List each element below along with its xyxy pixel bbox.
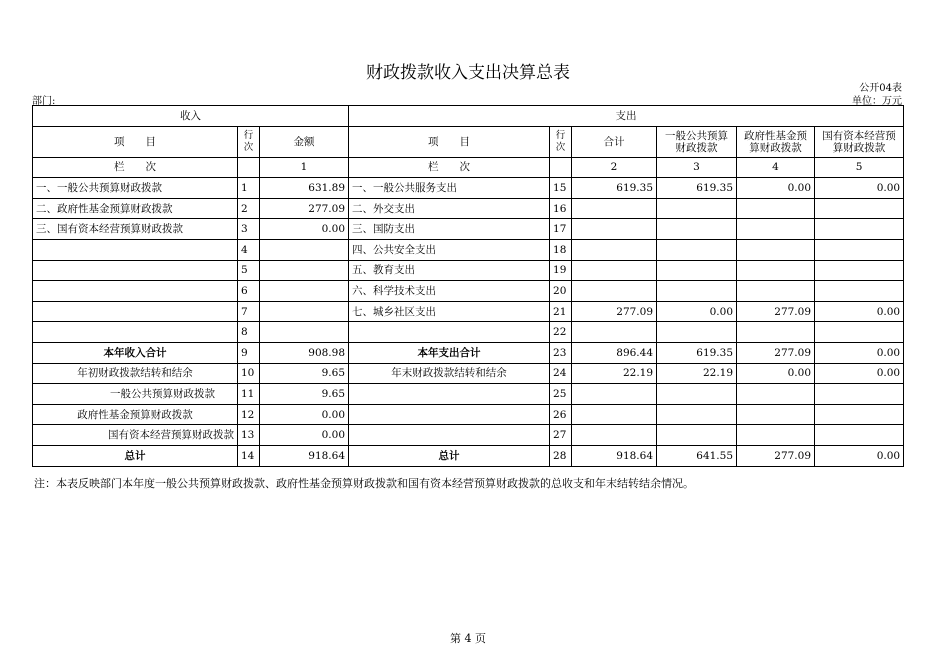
income-row-no-cell: 6 — [238, 281, 260, 302]
gov-fund-cell — [737, 260, 815, 281]
state-capital-cell: 0.00 — [815, 178, 904, 199]
header-row-2 — [33, 126, 904, 157]
expense-row-no-cell: 16 — [550, 198, 572, 219]
state-capital-header: 国有资本经营预算财政拨款 — [815, 126, 904, 157]
general-budget-cell: 22.19 — [657, 363, 737, 384]
general-budget-cell — [657, 239, 737, 260]
total-cell — [572, 425, 657, 446]
total-cell — [572, 404, 657, 425]
table-row — [33, 342, 904, 363]
income-amount-cell: 9.65 — [260, 363, 349, 384]
table-row — [33, 239, 904, 260]
table-row — [33, 260, 904, 281]
income-amount-cell: 918.64 — [260, 445, 349, 466]
expense-item-cell — [349, 322, 550, 343]
income-item-cell: 三、国有资本经营预算财政拨款 — [33, 219, 238, 240]
income-row-no-cell: 11 — [238, 384, 260, 405]
gov-fund-cell: 0.00 — [737, 178, 815, 199]
column-number-1: 1 — [260, 157, 349, 178]
table-row — [33, 425, 904, 446]
state-capital-cell — [815, 384, 904, 405]
unit-label: 单位：万元 — [852, 96, 902, 107]
expense-row-no-cell: 27 — [550, 425, 572, 446]
summary-table — [32, 105, 904, 467]
income-amount-cell — [260, 281, 349, 302]
income-amount-cell: 9.65 — [260, 384, 349, 405]
table-row — [33, 219, 904, 240]
income-row-no-cell: 7 — [238, 301, 260, 322]
table-row — [33, 384, 904, 405]
total-cell — [572, 322, 657, 343]
expense-item-cell: 一、一般公共服务支出 — [349, 178, 550, 199]
gov-fund-cell — [737, 239, 815, 260]
expense-column-blank — [550, 157, 572, 178]
income-item-cell: 本年收入合计 — [33, 342, 238, 363]
gov-fund-cell — [737, 281, 815, 302]
expense-row-no-cell: 28 — [550, 445, 572, 466]
income-amount-cell: 0.00 — [260, 404, 349, 425]
income-amount-cell: 631.89 — [260, 178, 349, 199]
expense-item-cell: 总计 — [349, 445, 550, 466]
expense-row-no-cell: 15 — [550, 178, 572, 199]
income-item-cell: 一般公共预算财政拨款 — [33, 384, 238, 405]
income-item-cell — [33, 260, 238, 281]
income-column-label: 栏 次 — [33, 157, 238, 178]
expense-item-cell — [349, 425, 550, 446]
total-cell — [572, 239, 657, 260]
gov-fund-cell — [737, 425, 815, 446]
state-capital-cell: 0.00 — [815, 342, 904, 363]
income-item-cell: 总计 — [33, 445, 238, 466]
gov-fund-cell: 277.09 — [737, 342, 815, 363]
column-number-4: 4 — [737, 157, 815, 178]
income-amount-cell: 0.00 — [260, 219, 349, 240]
state-capital-cell: 0.00 — [815, 363, 904, 384]
state-capital-cell: 0.00 — [815, 445, 904, 466]
column-number-2: 2 — [572, 157, 657, 178]
expense-column-label: 栏 次 — [349, 157, 550, 178]
state-capital-cell: 0.00 — [815, 301, 904, 322]
expense-item-cell: 二、外交支出 — [349, 198, 550, 219]
table-row — [33, 301, 904, 322]
general-budget-cell: 619.35 — [657, 178, 737, 199]
income-item-cell: 年初财政拨款结转和结余 — [33, 363, 238, 384]
header-row-1 — [33, 106, 904, 127]
state-capital-cell — [815, 219, 904, 240]
total-cell — [572, 260, 657, 281]
income-item-cell — [33, 322, 238, 343]
expense-row-no-cell: 23 — [550, 342, 572, 363]
income-row-no-cell: 14 — [238, 445, 260, 466]
gov-fund-cell — [737, 404, 815, 425]
page-number: 第 4 页 — [450, 632, 486, 645]
expense-row-no-cell: 26 — [550, 404, 572, 425]
income-amount-cell — [260, 322, 349, 343]
general-budget-cell — [657, 322, 737, 343]
expense-item-cell: 五、教育支出 — [349, 260, 550, 281]
general-budget-header: 一般公共预算财政拨款 — [657, 126, 737, 157]
expense-item-cell: 六、科学技术支出 — [349, 281, 550, 302]
table-row — [33, 404, 904, 425]
expense-row-no-cell: 24 — [550, 363, 572, 384]
gov-fund-cell: 277.09 — [737, 445, 815, 466]
department-label: 部门: — [32, 96, 56, 107]
expense-item-cell — [349, 404, 550, 425]
gov-fund-cell: 0.00 — [737, 363, 815, 384]
total-cell: 22.19 — [572, 363, 657, 384]
income-row-no-cell: 5 — [238, 260, 260, 281]
expense-item-cell — [349, 384, 550, 405]
state-capital-cell — [815, 239, 904, 260]
total-cell: 918.64 — [572, 445, 657, 466]
table-row — [33, 322, 904, 343]
income-row-no-cell: 8 — [238, 322, 260, 343]
total-cell — [572, 384, 657, 405]
report-title: 财政拨款收入支出决算总表 — [366, 63, 570, 83]
general-budget-cell — [657, 260, 737, 281]
income-item-cell: 二、政府性基金预算财政拨款 — [33, 198, 238, 219]
expense-row-no-header: 行次 — [550, 126, 572, 157]
income-row-no-cell: 1 — [238, 178, 260, 199]
expense-header: 支出 — [349, 106, 904, 127]
total-cell: 277.09 — [572, 301, 657, 322]
expense-item-cell: 四、公共安全支出 — [349, 239, 550, 260]
general-budget-cell — [657, 219, 737, 240]
general-budget-cell: 0.00 — [657, 301, 737, 322]
income-row-no-cell: 12 — [238, 404, 260, 425]
income-row-no-cell: 9 — [238, 342, 260, 363]
income-item-cell: 政府性基金预算财政拨款 — [33, 404, 238, 425]
column-number-5: 5 — [815, 157, 904, 178]
income-amount-cell: 0.00 — [260, 425, 349, 446]
general-budget-cell — [657, 425, 737, 446]
general-budget-cell — [657, 281, 737, 302]
gov-fund-cell — [737, 219, 815, 240]
expense-row-no-cell: 22 — [550, 322, 572, 343]
expense-item-cell: 年末财政拨款结转和结余 — [349, 363, 550, 384]
income-row-no-header: 行次 — [238, 126, 260, 157]
amount-header: 金额 — [260, 126, 349, 157]
gov-fund-cell — [737, 198, 815, 219]
gov-fund-header: 政府性基金预算财政拨款 — [737, 126, 815, 157]
state-capital-cell — [815, 260, 904, 281]
expense-item-header: 项 目 — [349, 126, 550, 157]
income-column-blank — [238, 157, 260, 178]
state-capital-cell — [815, 404, 904, 425]
form-number: 公开04表 — [859, 83, 902, 94]
income-header: 收入 — [33, 106, 349, 127]
income-amount-cell: 277.09 — [260, 198, 349, 219]
table-row — [33, 445, 904, 466]
expense-item-cell: 三、国防支出 — [349, 219, 550, 240]
income-row-no-cell: 2 — [238, 198, 260, 219]
total-cell — [572, 219, 657, 240]
table-row — [33, 198, 904, 219]
column-number-row — [33, 157, 904, 178]
total-cell: 896.44 — [572, 342, 657, 363]
income-row-no-cell: 13 — [238, 425, 260, 446]
table-row — [33, 363, 904, 384]
table-row — [33, 281, 904, 302]
income-amount-cell — [260, 239, 349, 260]
general-budget-cell — [657, 198, 737, 219]
state-capital-cell — [815, 322, 904, 343]
total-cell — [572, 198, 657, 219]
expense-row-no-cell: 18 — [550, 239, 572, 260]
general-budget-cell — [657, 404, 737, 425]
income-amount-cell — [260, 301, 349, 322]
general-budget-cell — [657, 384, 737, 405]
income-item-header: 项 目 — [33, 126, 238, 157]
income-amount-cell: 908.98 — [260, 342, 349, 363]
gov-fund-cell — [737, 384, 815, 405]
expense-row-no-cell: 25 — [550, 384, 572, 405]
state-capital-cell — [815, 198, 904, 219]
income-row-no-cell: 10 — [238, 363, 260, 384]
state-capital-cell — [815, 281, 904, 302]
total-cell — [572, 281, 657, 302]
expense-item-cell: 七、城乡社区支出 — [349, 301, 550, 322]
general-budget-cell: 641.55 — [657, 445, 737, 466]
total-header: 合计 — [572, 126, 657, 157]
expense-row-no-cell: 19 — [550, 260, 572, 281]
expense-row-no-cell: 17 — [550, 219, 572, 240]
expense-item-cell: 本年支出合计 — [349, 342, 550, 363]
state-capital-cell — [815, 425, 904, 446]
column-number-3: 3 — [657, 157, 737, 178]
gov-fund-cell — [737, 322, 815, 343]
income-item-cell — [33, 301, 238, 322]
expense-row-no-cell: 20 — [550, 281, 572, 302]
total-cell: 619.35 — [572, 178, 657, 199]
income-item-cell — [33, 239, 238, 260]
income-row-no-cell: 4 — [238, 239, 260, 260]
income-item-cell: 一、一般公共预算财政拨款 — [33, 178, 238, 199]
income-item-cell: 国有资本经营预算财政拨款 — [33, 425, 238, 446]
income-amount-cell — [260, 260, 349, 281]
general-budget-cell: 619.35 — [657, 342, 737, 363]
income-item-cell — [33, 281, 238, 302]
expense-row-no-cell: 21 — [550, 301, 572, 322]
footnote: 注：本表反映部门本年度一般公共预算财政拨款、政府性基金预算财政拨款和国有资本经营预算财政拨款的总收支和年末结转结余情况。 — [34, 477, 694, 490]
gov-fund-cell: 277.09 — [737, 301, 815, 322]
income-row-no-cell: 3 — [238, 219, 260, 240]
table-row — [33, 178, 904, 199]
